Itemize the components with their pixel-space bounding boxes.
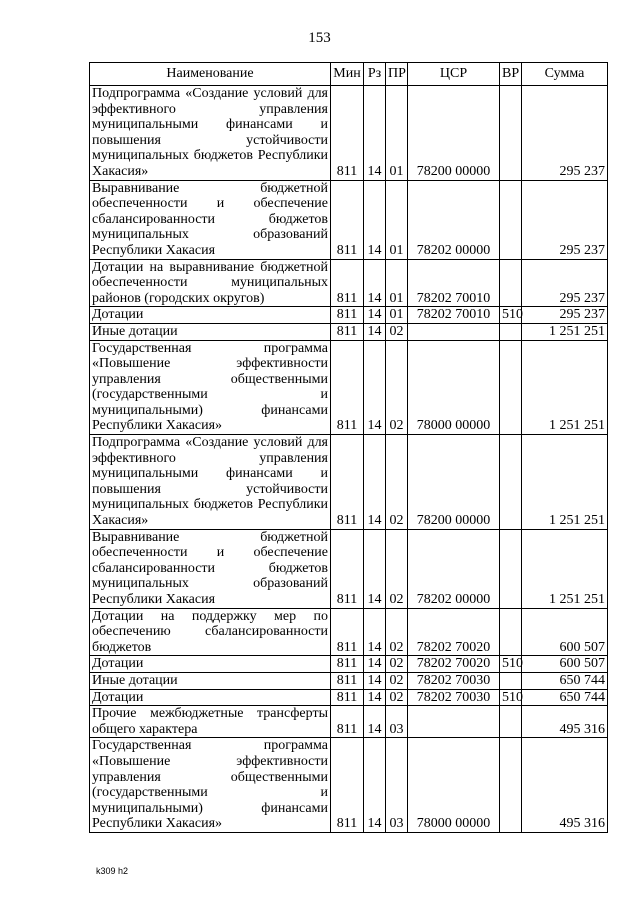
cell-sum: 295 237 xyxy=(522,86,608,181)
table-row xyxy=(90,323,608,340)
cell-pr: 02 xyxy=(386,656,408,673)
cell-csr xyxy=(408,706,500,738)
cell-min: 811 xyxy=(331,259,364,307)
cell-vr xyxy=(500,340,522,435)
header-min: Мин xyxy=(331,63,364,86)
cell-min: 811 xyxy=(331,435,364,530)
cell-sum: 495 316 xyxy=(522,738,608,833)
cell-vr xyxy=(500,529,522,608)
cell-name: Выравнивание бюджетной обеспеченности и обеспечение сбалансированности бюджетов муниципальных образований Республики Хакасия xyxy=(90,529,331,608)
header-pr: ПР xyxy=(386,63,408,86)
header-name: Наименование xyxy=(90,63,331,86)
cell-csr: 78200 00000 xyxy=(408,86,500,181)
cell-pr: 02 xyxy=(386,608,408,656)
cell-csr: 78202 00000 xyxy=(408,180,500,259)
cell-vr xyxy=(500,672,522,689)
table-row xyxy=(90,307,608,324)
cell-pr: 01 xyxy=(386,180,408,259)
cell-rz: 14 xyxy=(364,608,386,656)
cell-vr xyxy=(500,608,522,656)
cell-csr: 78000 00000 xyxy=(408,340,500,435)
cell-vr xyxy=(500,738,522,833)
table-row xyxy=(90,435,608,530)
cell-min: 811 xyxy=(331,656,364,673)
cell-csr xyxy=(408,323,500,340)
cell-csr: 78202 70030 xyxy=(408,672,500,689)
cell-vr xyxy=(500,180,522,259)
header-sum: Сумма xyxy=(522,63,608,86)
cell-pr: 02 xyxy=(386,529,408,608)
cell-min: 811 xyxy=(331,529,364,608)
cell-name: Дотации на поддержку мер по обеспечению сбалансированности бюджетов xyxy=(90,608,331,656)
cell-name: Дотации xyxy=(90,656,331,673)
cell-csr: 78202 70010 xyxy=(408,307,500,324)
cell-rz: 14 xyxy=(364,672,386,689)
table-row xyxy=(90,608,608,656)
cell-rz: 14 xyxy=(364,738,386,833)
budget-table xyxy=(89,62,608,833)
cell-csr: 78202 70020 xyxy=(408,608,500,656)
cell-pr: 01 xyxy=(386,86,408,181)
footer-code: k309 h2 xyxy=(96,866,129,876)
cell-pr: 02 xyxy=(386,672,408,689)
cell-vr xyxy=(500,323,522,340)
cell-name: Государственная программа «Повышение эффективности управления общественными (государственными и муниципальными) финансами Республики Хакасия» xyxy=(90,340,331,435)
cell-name: Иные дотации xyxy=(90,672,331,689)
table-row xyxy=(90,689,608,706)
cell-min: 811 xyxy=(331,340,364,435)
cell-rz: 14 xyxy=(364,323,386,340)
header-row xyxy=(90,63,608,86)
cell-rz: 14 xyxy=(364,706,386,738)
cell-sum: 1 251 251 xyxy=(522,323,608,340)
cell-rz: 14 xyxy=(364,529,386,608)
cell-csr: 78200 00000 xyxy=(408,435,500,530)
cell-csr: 78202 00000 xyxy=(408,529,500,608)
header-rz: Рз xyxy=(364,63,386,86)
table-row xyxy=(90,672,608,689)
cell-name: Дотации на выравнивание бюджетной обеспеченности муниципальных районов (городских округов) xyxy=(90,259,331,307)
cell-rz: 14 xyxy=(364,180,386,259)
table-body xyxy=(90,86,608,833)
page-number: 153 xyxy=(308,30,331,46)
cell-min: 811 xyxy=(331,672,364,689)
cell-pr: 01 xyxy=(386,307,408,324)
cell-rz: 14 xyxy=(364,656,386,673)
cell-rz: 14 xyxy=(364,86,386,181)
cell-sum: 600 507 xyxy=(522,656,608,673)
table-row xyxy=(90,180,608,259)
cell-csr: 78202 70030 xyxy=(408,689,500,706)
cell-sum: 1 251 251 xyxy=(522,340,608,435)
cell-min: 811 xyxy=(331,323,364,340)
table-row xyxy=(90,738,608,833)
cell-vr: 510 xyxy=(500,689,522,706)
cell-pr: 03 xyxy=(386,738,408,833)
table-row xyxy=(90,529,608,608)
cell-name: Государственная программа «Повышение эффективности управления общественными (государственными и муниципальными) финансами Республики Хакасия» xyxy=(90,738,331,833)
cell-name: Дотации xyxy=(90,689,331,706)
cell-sum: 295 237 xyxy=(522,180,608,259)
cell-min: 811 xyxy=(331,307,364,324)
cell-min: 811 xyxy=(331,706,364,738)
table-row xyxy=(90,706,608,738)
cell-pr: 03 xyxy=(386,706,408,738)
cell-sum: 495 316 xyxy=(522,706,608,738)
header-vr: ВР xyxy=(500,63,522,86)
cell-name: Подпрограмма «Создание условий для эффективного управления муниципальными финансами и повышения устойчивости муниципальных бюджетов Республики Хакасия» xyxy=(90,86,331,181)
cell-min: 811 xyxy=(331,86,364,181)
cell-pr: 02 xyxy=(386,435,408,530)
cell-sum: 1 251 251 xyxy=(522,529,608,608)
table-row xyxy=(90,656,608,673)
cell-rz: 14 xyxy=(364,259,386,307)
cell-vr: 510 xyxy=(500,307,522,324)
cell-vr xyxy=(500,86,522,181)
cell-vr: 510 xyxy=(500,656,522,673)
cell-min: 811 xyxy=(331,608,364,656)
cell-rz: 14 xyxy=(364,435,386,530)
cell-min: 811 xyxy=(331,180,364,259)
cell-pr: 01 xyxy=(386,259,408,307)
cell-min: 811 xyxy=(331,738,364,833)
table-row xyxy=(90,86,608,181)
cell-pr: 02 xyxy=(386,340,408,435)
cell-csr: 78202 70020 xyxy=(408,656,500,673)
cell-rz: 14 xyxy=(364,689,386,706)
header-csr: ЦСР xyxy=(408,63,500,86)
cell-vr xyxy=(500,435,522,530)
cell-sum: 1 251 251 xyxy=(522,435,608,530)
cell-pr: 02 xyxy=(386,323,408,340)
cell-csr: 78000 00000 xyxy=(408,738,500,833)
cell-pr: 02 xyxy=(386,689,408,706)
cell-vr xyxy=(500,706,522,738)
cell-name: Прочие межбюджетные трансферты общего характера xyxy=(90,706,331,738)
cell-name: Дотации xyxy=(90,307,331,324)
cell-name: Иные дотации xyxy=(90,323,331,340)
table-row xyxy=(90,259,608,307)
cell-sum: 650 744 xyxy=(522,672,608,689)
cell-name: Подпрограмма «Создание условий для эффективного управления муниципальными финансами и повышения устойчивости муниципальных бюджетов Республики Хакасия» xyxy=(90,435,331,530)
cell-sum: 295 237 xyxy=(522,307,608,324)
cell-vr xyxy=(500,259,522,307)
cell-sum: 600 507 xyxy=(522,608,608,656)
cell-min: 811 xyxy=(331,689,364,706)
cell-sum: 295 237 xyxy=(522,259,608,307)
cell-rz: 14 xyxy=(364,340,386,435)
cell-sum: 650 744 xyxy=(522,689,608,706)
cell-name: Выравнивание бюджетной обеспеченности и обеспечение сбалансированности бюджетов муниципальных образований Республики Хакасия xyxy=(90,180,331,259)
table-header xyxy=(90,63,608,86)
cell-csr: 78202 70010 xyxy=(408,259,500,307)
table-row xyxy=(90,340,608,435)
cell-rz: 14 xyxy=(364,307,386,324)
